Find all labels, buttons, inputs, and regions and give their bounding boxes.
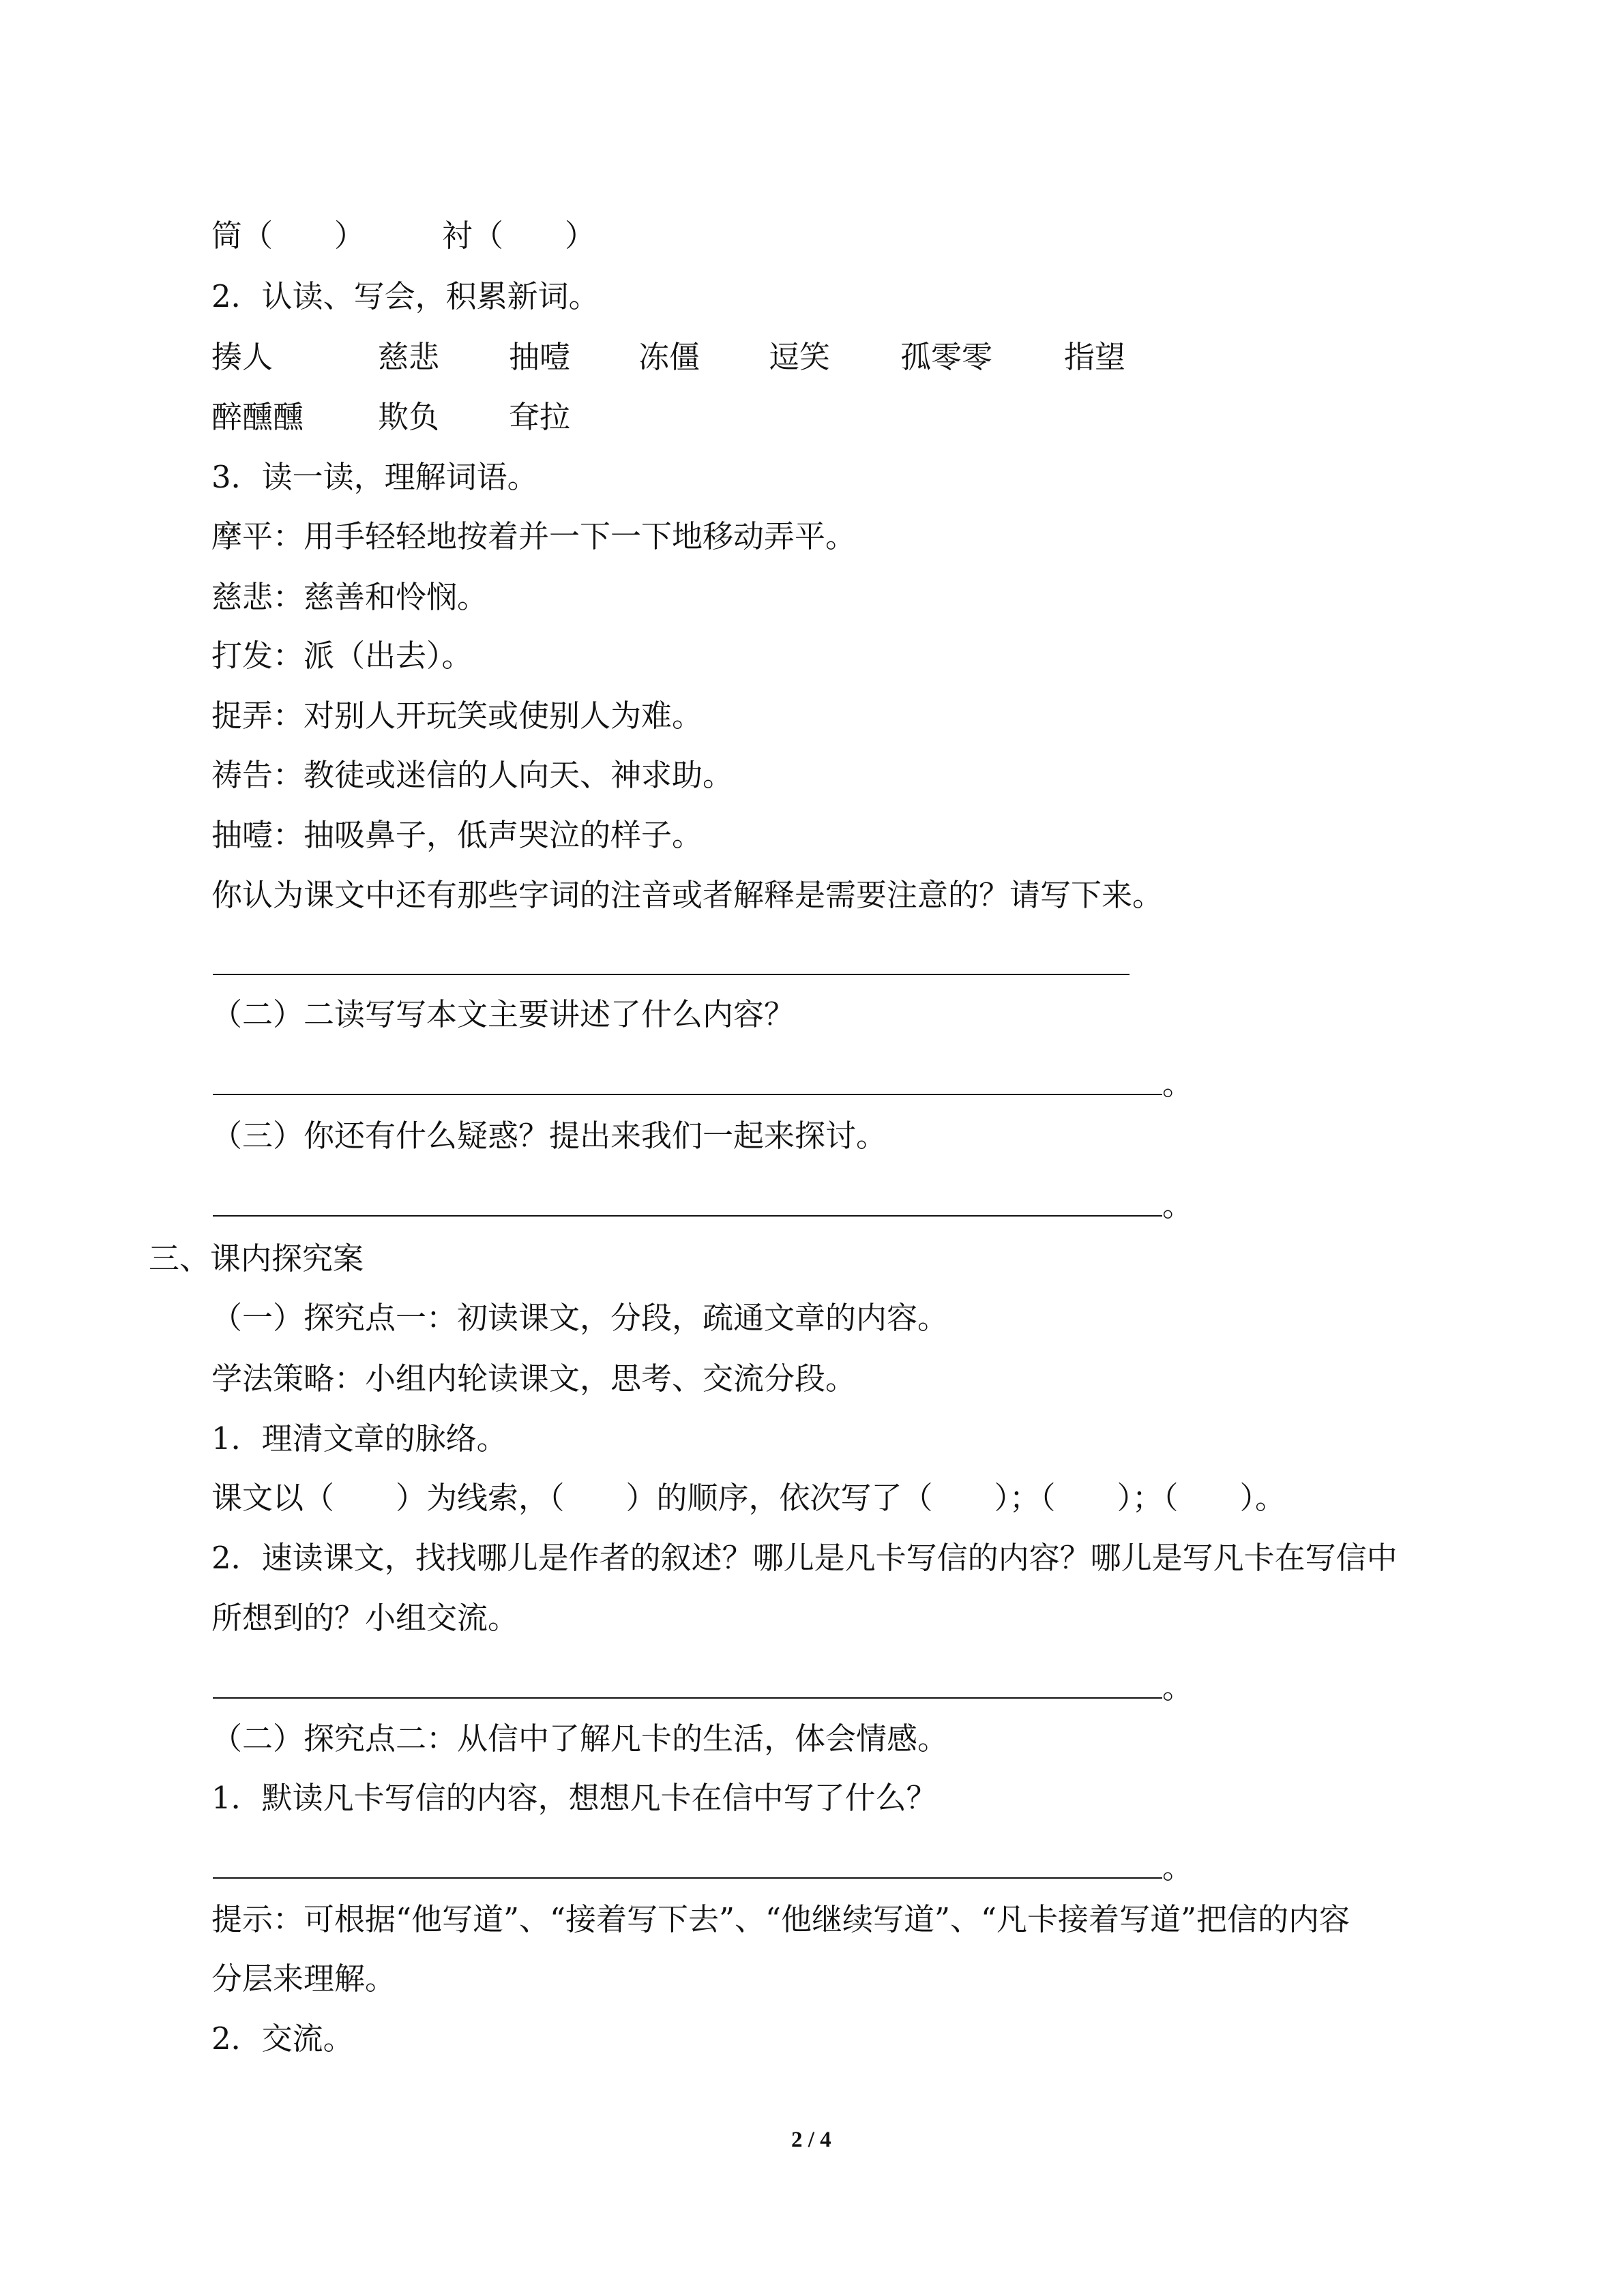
vocab-word: 冻僵 [638, 339, 700, 375]
definition: 捉弄：对别人开玩笑或使别人为难。 [211, 698, 703, 734]
task-item: 2．速读课文，找找哪儿是作者的叙述？哪儿是凡卡写信的内容？哪儿是写凡卡在写信中 [211, 1540, 1398, 1576]
period: 。 [1162, 1066, 1194, 1102]
answer-line[interactable] [213, 1215, 1162, 1217]
task-item: 2．交流。 [211, 2021, 354, 2057]
definition: 抽噎：抽吸鼻子，低声哭泣的样子。 [211, 817, 703, 853]
definition: 慈悲：慈善和怜悯。 [211, 579, 488, 615]
period: 。 [1162, 1849, 1194, 1885]
definition: 祷告：教徒或迷信的人向天、神求助。 [211, 757, 734, 793]
task-item: 1．默读凡卡写信的内容，想想凡卡在信中写了什么？ [211, 1780, 937, 1816]
vocab-word: 欺负 [378, 399, 440, 435]
pinyin-item: 筒（ ） [211, 218, 366, 254]
hint-text-continued: 分层来理解。 [211, 1960, 396, 1997]
pinyin-item: 衬（ ） [442, 218, 596, 254]
question: （三）你还有什么疑惑？提出来我们一起来探讨。 [211, 1118, 887, 1154]
hint-text: 提示：可根据“他写道”、“接着写下去”、“他继续写道”、“凡卡接着写道”把信的内容 [211, 1901, 1350, 1937]
answer-line[interactable] [213, 1094, 1162, 1095]
subsection-heading: （二）探究点二：从信中了解凡卡的生活，体会情感。 [211, 1720, 949, 1757]
section-heading: 3．读一读，理解词语。 [211, 459, 538, 495]
vocab-word: 慈悲 [378, 339, 440, 375]
section-heading: 2．认读、写会，积累新词。 [211, 278, 600, 314]
answer-line[interactable] [213, 1877, 1162, 1879]
strategy-text: 学法策略：小组内轮读课文，思考、交流分段。 [211, 1360, 857, 1397]
task-item-continued: 所想到的？小组交流。 [211, 1600, 519, 1636]
definition: 打发：派（出去）。 [211, 638, 473, 674]
subsection-heading: （一）探究点一：初读课文，分段，疏通文章的内容。 [211, 1300, 949, 1336]
vocab-word: 耷拉 [509, 399, 571, 435]
period: 。 [1162, 1669, 1194, 1705]
question: （二）二读写写本文主要讲述了什么内容？ [211, 996, 795, 1032]
section-title: 三、课内探究案 [149, 1240, 364, 1277]
task-item: 1．理清文章的脉络。 [211, 1420, 507, 1457]
page-number: 2 / 4 [791, 2128, 831, 2152]
vocab-word: 逗笑 [769, 339, 831, 375]
vocab-word: 抽噎 [509, 339, 571, 375]
vocab-word: 醉醺醺 [211, 399, 304, 435]
question: 你认为课文中还有那些字词的注音或者解释是需要注意的？请写下来。 [211, 877, 1164, 913]
period: 。 [1162, 1187, 1194, 1223]
definition: 摩平：用手轻轻地按着并一下一下地移动弄平。 [211, 518, 857, 554]
fill-in-sentence: 课文以（ ）为线索，（ ）的顺序，依次写了（ ）；（ ）；（ ）。 [211, 1480, 1286, 1516]
vocab-word: 揍人 [211, 339, 274, 375]
answer-line[interactable] [213, 1697, 1162, 1699]
vocab-word: 指望 [1064, 339, 1126, 375]
vocab-word: 孤零零 [900, 339, 993, 375]
answer-line[interactable] [213, 974, 1130, 975]
